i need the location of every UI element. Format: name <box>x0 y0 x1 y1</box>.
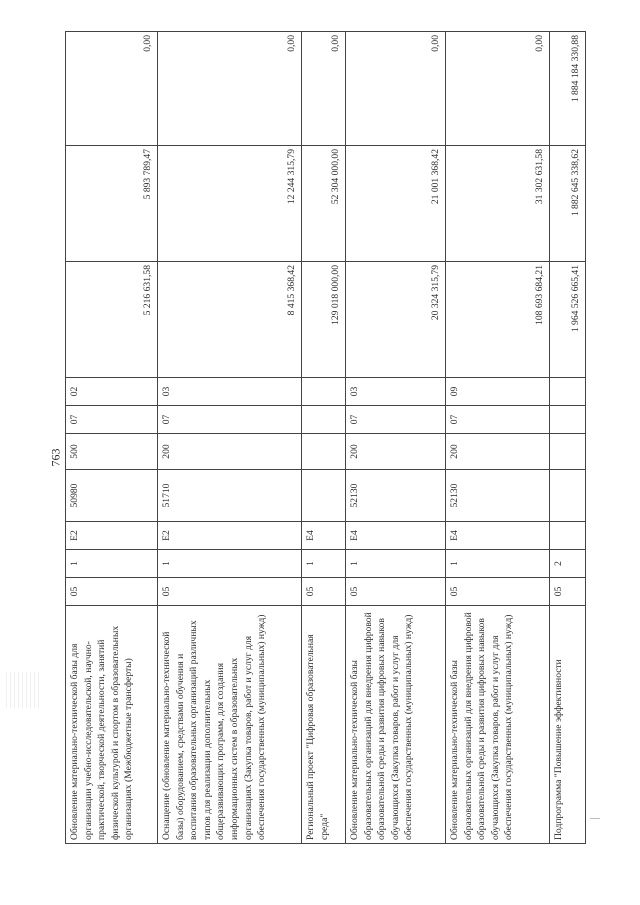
scan-artifact <box>590 818 600 819</box>
row-name: Обновление материально-технической базы для организации учебно-исследовательской, научно-практической, творческой деятельности, занятий физической культурой и спортом в образовательных организациях (Межбюджетные трансферты) <box>66 606 158 844</box>
project-code: E2 <box>66 522 158 550</box>
section-code: 07 <box>446 406 550 434</box>
subprogram-code: 1 <box>158 550 302 578</box>
amount-year2: 31 302 631,58 <box>446 146 550 262</box>
subsection-code <box>302 378 346 406</box>
program-code: 05 <box>66 578 158 606</box>
table-row <box>302 32 346 844</box>
project-code: E2 <box>158 522 302 550</box>
amount-year1: 129 018 000,00 <box>302 262 346 378</box>
program-code: 05 <box>346 578 446 606</box>
program-code: 05 <box>158 578 302 606</box>
amount-year2: 1 882 645 338,62 <box>550 146 586 262</box>
subsection-code: 03 <box>346 378 446 406</box>
subprogram-code: 1 <box>346 550 446 578</box>
section-code <box>302 406 346 434</box>
amount-year3: 0,00 <box>302 32 346 146</box>
amount-year3: 0,00 <box>346 32 446 146</box>
expense-type-code: 200 <box>158 434 302 470</box>
expense-type-code: 500 <box>66 434 158 470</box>
amount-year3: 0,00 <box>158 32 302 146</box>
project-code: E4 <box>446 522 550 550</box>
budget-table <box>65 31 586 844</box>
amount-year1: 20 324 315,79 <box>346 262 446 378</box>
program-code: 05 <box>550 578 586 606</box>
direction-code <box>302 470 346 522</box>
direction-code <box>550 470 586 522</box>
table-row <box>158 32 302 844</box>
section-code: 07 <box>158 406 302 434</box>
row-name: Обновление материально-технической базы образовательных организаций для внедрения цифровой образовательной среды и развития цифровых навыков обучающихся (Закупка товаров, работ и услуг для обеспечения государственных (муниципальных) нужд) <box>446 606 550 844</box>
table-row <box>550 32 586 844</box>
row-name: Оснащение (обновление материально-технической базы) оборудованием, средствами обучения и воспитания образовательных организаций различных типов для реализации дополнительных общеразвивающих программ, для создания информационных систем в образовательных организациях (Закупка товаров, работ и услуг для обеспечения государственных (муниципальных) нужд) <box>158 606 302 844</box>
subprogram-code: 2 <box>550 550 586 578</box>
rotated-table-container <box>65 32 585 844</box>
amount-year3: 0,00 <box>66 32 158 146</box>
program-code: 05 <box>446 578 550 606</box>
expense-type-code <box>302 434 346 470</box>
direction-code: 51710 <box>158 470 302 522</box>
subprogram-code: 1 <box>66 550 158 578</box>
expense-type-code: 200 <box>446 434 550 470</box>
table-row <box>66 32 158 844</box>
project-code <box>550 522 586 550</box>
amount-year2: 21 001 368,42 <box>346 146 446 262</box>
section-code <box>550 406 586 434</box>
amount-year2: 52 304 000,00 <box>302 146 346 262</box>
expense-type-code <box>550 434 586 470</box>
table-row <box>446 32 550 844</box>
budget-table-frame <box>65 32 585 844</box>
amount-year1: 108 693 684,21 <box>446 262 550 378</box>
amount-year1: 1 964 526 665,41 <box>550 262 586 378</box>
direction-code: 52130 <box>346 470 446 522</box>
subsection-code: 02 <box>66 378 158 406</box>
subsection-code: 09 <box>446 378 550 406</box>
subsection-code <box>550 378 586 406</box>
scan-artifact <box>6 672 40 708</box>
row-name: Обновление материально-технической базы образовательных организаций для внедрения цифровой образовательной среды и развития цифровых навыков обучающихся (Закупка товаров, работ и услуг для обеспечения государственных (муниципальных) нужд) <box>346 606 446 844</box>
project-code: E4 <box>346 522 446 550</box>
direction-code: 50980 <box>66 470 158 522</box>
amount-year3: 1 884 184 330,88 <box>550 32 586 146</box>
table-row <box>346 32 446 844</box>
subprogram-code: 1 <box>302 550 346 578</box>
row-name: Региональный проект "Цифровая образовательная среда" <box>302 606 346 844</box>
program-code: 05 <box>302 578 346 606</box>
section-code: 07 <box>66 406 158 434</box>
amount-year1: 5 216 631,58 <box>66 262 158 378</box>
subsection-code: 03 <box>158 378 302 406</box>
row-name: Подпрограмма "Повышение эффективности <box>550 606 586 844</box>
page-number: 763 <box>48 448 63 467</box>
section-code: 07 <box>346 406 446 434</box>
project-code: E4 <box>302 522 346 550</box>
direction-code: 52130 <box>446 470 550 522</box>
amount-year2: 12 244 315,79 <box>158 146 302 262</box>
amount-year3: 0,00 <box>446 32 550 146</box>
expense-type-code: 200 <box>346 434 446 470</box>
amount-year2: 5 893 789,47 <box>66 146 158 262</box>
amount-year1: 8 415 368,42 <box>158 262 302 378</box>
subprogram-code: 1 <box>446 550 550 578</box>
